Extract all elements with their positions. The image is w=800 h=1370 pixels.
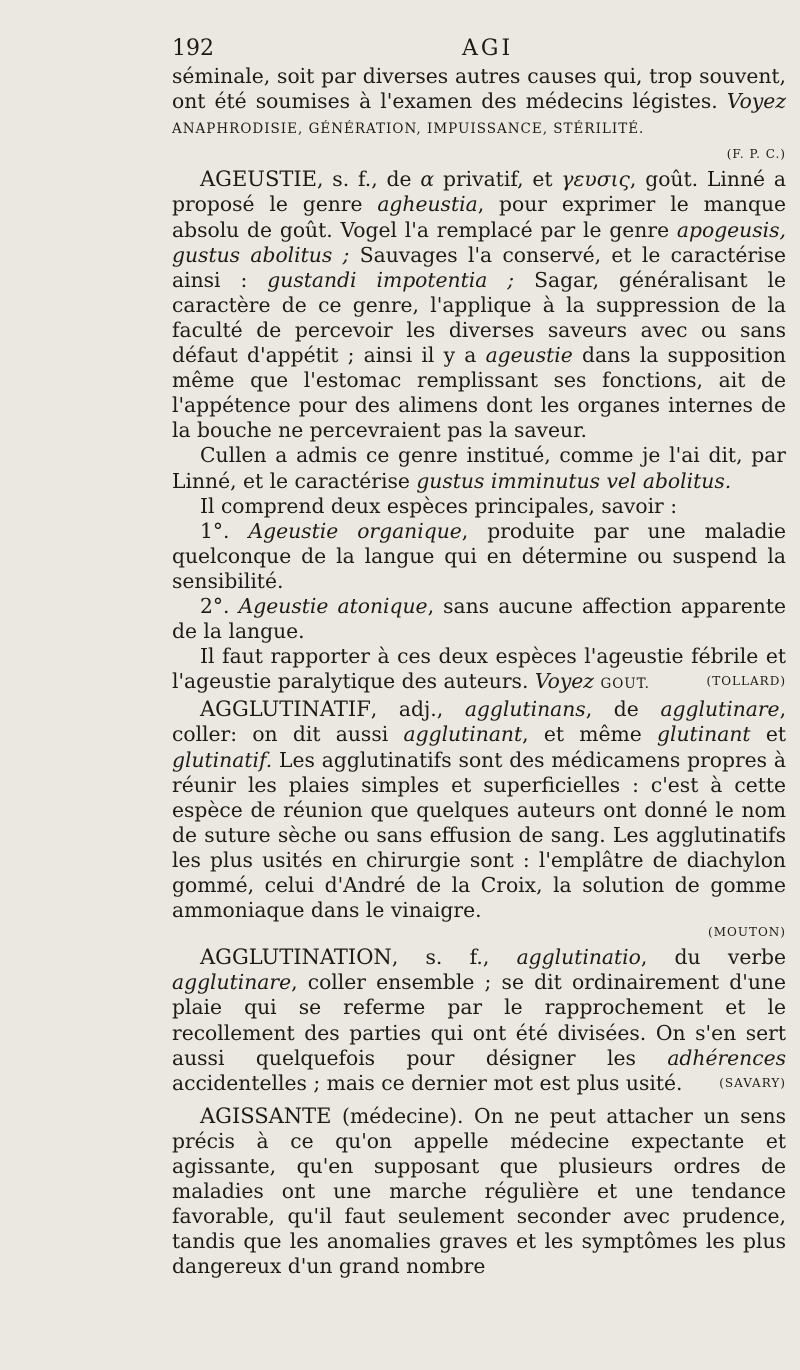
page-number: 192 xyxy=(172,36,214,61)
entry-ageustie: AGEUSTIE, s. f., de α privatif, et γευσις, goût. Linné a proposé le genre agheustia, pour exprimer le manque absolu de goût. Vogel l'a remplacé par le genre apogeusis, gustus abolitus ; Sauvages l'a conservé, et le caractérise ainsi : gustandi impotentia ; Sagar, généralisant le caractère de ce genre, l'applique à la suppression de la faculté de percevoir les diverses saveurs avec ou sans défaut d'appétit ; ainsi il y a ageustie dans la supposition même que l'estomac remplissant ses fonctions, ait de l'appétence pour des alimens dont les organes internes de la bouche ne percevraient pas la saveur. xyxy=(172,167,787,443)
paragraph-continuation: séminale, soit par diverses autres causes qui, trop souvent, ont été soumises à l'examen des médecins légistes. Voyez ANAPHRODISIE, GÉNÉRATION, IMPUISSANCE, STÉRILITÉ. xyxy=(172,64,786,138)
text-column xyxy=(172,64,786,1280)
paragraph: Il comprend deux espèces principales, savoir : xyxy=(200,493,678,518)
running-head: AGI xyxy=(462,36,514,61)
headword: AGGLUTINATIF xyxy=(200,697,371,722)
headword: AGGLUTINATION xyxy=(200,945,392,970)
paragraph: Cullen a admis ce genre institué, comme je l'ai dit, par Linné, et le caractérise gustus imminutus vel abolitus. xyxy=(172,443,786,493)
author-signature: (TOLLARD) xyxy=(706,674,786,689)
cross-references: ANAPHRODISIE, GÉNÉRATION, IMPUISSANCE, STÉRILITÉ. xyxy=(172,121,645,138)
page-header xyxy=(172,36,792,66)
headword: AGEUSTIE xyxy=(200,167,317,192)
entry-agglutination: AGGLUTINATION, s. f., agglutinatio, du verbe agglutinare, coller ensemble ; se dit ordinairement d'une plaie qui se referme par le rapprochement et le recollement des parties qui ont été divisées. On s'en sert aussi quelquefois pour désigner les adhérences accidentelles ; mais ce dernier mot est plus usité. (SAVARY) xyxy=(172,945,787,1095)
author-signature: (F. P. C.) xyxy=(726,147,786,162)
author-signature: (SAVARY) xyxy=(719,1075,786,1090)
headword: AGISSANTE xyxy=(200,1103,332,1128)
author-signature: (MOUTON) xyxy=(708,925,786,940)
list-item: 1°. Ageustie organique, produite par une maladie quelconque de la langue qui en détermine ou suspend la sensibilité. xyxy=(172,518,786,593)
entry-agglutinatif: AGGLUTINATIF, adj., agglutinans, de agglutinare, coller: on dit aussi agglutinant, et même glutinant et glutinatif. Les agglutinatifs sont des médicamens propres à réunir les plaies simples et superficielles : c'est à cette espèce de réunion que quelques auteurs ont donné le nom de suture sèche ou sans effusion de sang. Les agglutinatifs les plus usités en chirurgie sont : l'emplâtre de diachylon gommé, celui d'André de la Croix, la solution de gomme ammoniaque dans le vinaigre. xyxy=(172,697,787,923)
entry-agissante: AGISSANTE (médecine). On ne peut attacher un sens précis à ce qu'on appelle médecine expectante et agissante, qu'en supposant que plusieurs ordres de maladies ont une marche régulière et une tendance favorable, qu'il faut seulement seconder avec prudence, tandis que les anomalies graves et les symptômes les plus dangereux d'un grand nombre xyxy=(172,1103,787,1279)
list-item: 2°. Ageustie atonique, sans aucune affection apparente de la langue. xyxy=(172,593,786,644)
paragraph: Il faut rapporter à ces deux espèces l'ageustie fébrile et l'ageustie paralytique des auteurs. Voyez GOUT. (TOLLARD) xyxy=(172,644,786,694)
